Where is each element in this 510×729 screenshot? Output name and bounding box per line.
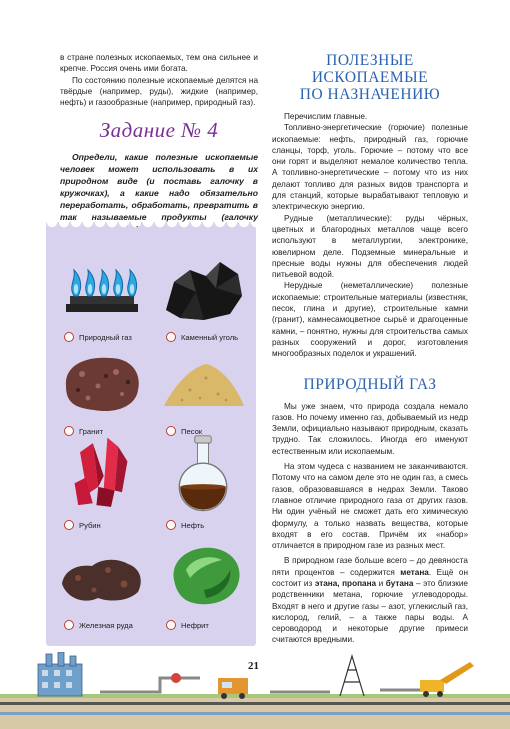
coal-icon [160,252,246,324]
item-label: Нефть [181,520,205,530]
paragraph: В природном газе больше всего – до девяноста пяти процентов – содержится метана. Ещё он состоит из этана, пропана и бутана – это близкие родственники метана, горючие углеводороды. Входят в него и другие газы – азот, углекислый газ, кислород, гелий, – а также пары воды. А сероводород и некоторые другие примеси считаются вредными. [272,556,468,645]
oil-flask-icon [160,434,246,516]
task-instructions: Определи, какие полезные ископаемые человек может использовать в их природном виде (и поставь галочку в кружочках), а какие надо обязательно переработать, обработать, превратить в так называемые продукты (галочку [60,152,258,223]
intro-paragraph-2: По состоянию полезные ископаемые делятся на твёрдые (например, руды), жидкие (например, нефть) и газообразные (например, природный газ). [60,75,258,108]
right-column [272,52,468,646]
item-label: Гранит [79,426,104,436]
intro-paragraph-1: в стране полезных ископаемых, тем она сильнее и крепче. Россия очень ими богата. [60,53,258,74]
item-label: Природный газ [79,332,132,342]
paragraph: Перечислим главные. [284,112,368,121]
item-label: Каменный уголь [181,332,239,342]
sand-icon [160,346,246,418]
checkbox-natural-gas[interactable] [64,332,74,342]
item-coal [152,252,252,352]
checkbox-iron-ore[interactable] [64,620,74,630]
checkbox-oil[interactable] [166,520,176,530]
item-oil [152,440,252,540]
paragraph: Мы уже знаем, что природа создала немало газов. Но почему именно газ, добываемый из недр Земли, официально называют природным, сказать трудно. Так сложилось. Иногда его именуют естественным или ископаемым. [272,401,468,456]
ruby-icon [58,434,144,516]
task-title: Задание № 4 [99,118,219,143]
item-label: Песок [181,426,203,436]
paragraph: Нерудные (неметаллические) полезные ископаемые: строительные материалы (известняк, песок, глина и другие), строительные камни (гранит), камнесамоцветное сырьё и драгоценные камни, – понятно, нужны для строительства самых разных сооружений и дорог, изготовления многообразных поделок и украшений. [272,281,468,359]
nephrite-icon [160,540,246,612]
page-number: 21 [248,660,259,672]
iron-ore-icon [58,540,144,612]
section-title-purpose: ПОЛЕЗНЫЕ ИСКОПАЕМЫЕ ПО НАЗНАЧЕНИЮ [299,52,441,103]
item-label: Железная руда [79,620,133,630]
item-granite [50,346,150,446]
item-iron-ore [50,540,150,640]
item-natural-gas [50,252,150,352]
item-nephrite [152,540,252,640]
checkbox-ruby[interactable] [64,520,74,530]
left-column [60,52,258,235]
paragraph: Топливно-энергетические (горючие) полезные ископаемые: нефть, природный газ, горючие сланцы, торф, уголь. Горючие – потому что все они горят и выделяют немалое количество тепла. А топливно-энергетические – потому что из них делают топливо для разных видов транспорта и для станций, которые вырабатывают тепловую и электрическую энергию. [272,123,468,212]
checkbox-coal[interactable] [166,332,176,342]
item-ruby [50,440,150,540]
item-sand [152,346,252,446]
checkbox-nephrite[interactable] [166,620,176,630]
gas-flame-icon [58,252,144,324]
granite-icon [58,346,144,418]
section-title-natural-gas: ПРИРОДНЫЙ ГАЗ [303,375,437,393]
paragraph: На этом чудеса с названием не заканчиваются. Потому что на самом деле это не один газ, а смесь газов, образовавшаяся в недрах Земли. Таково главное отличие природного газа от других газов. Ни один учёный не сможет дать его химическую формулу, а только назвать вещества, которые входят в его состав. Причём их «набор» отличается в природном газе из разных мест. [272,462,468,551]
item-label: Рубин [79,520,101,530]
paragraph: Рудные (металлические): руды чёрных, цветных и благородных металлов чаще всего используют в металлургии, электронике, ювелирном деле. Подземные минеральные и пресные воды нужны для обеспечения людей питьевой водой. [272,213,468,280]
task-panel [46,228,256,646]
item-label: Нефрит [181,620,209,630]
